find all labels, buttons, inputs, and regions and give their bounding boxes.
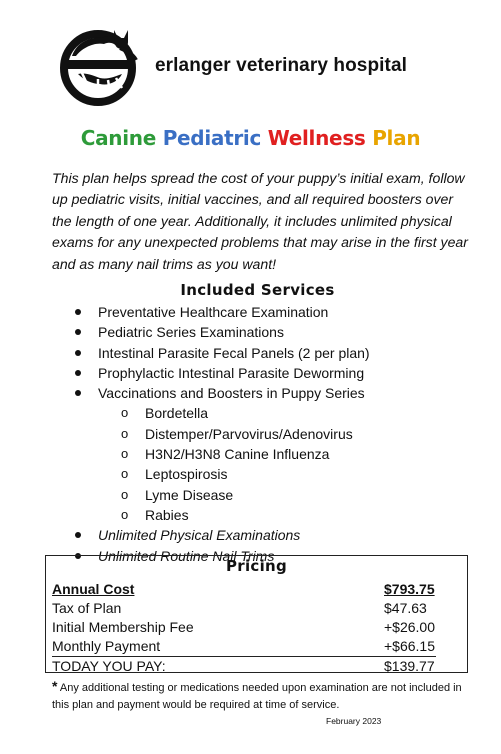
price-amount: $139.77: [384, 658, 435, 674]
hospital-logo-icon: [58, 26, 138, 106]
sub-list-item: o H3N2/H3N8 Canine Influenza: [98, 444, 466, 464]
sub-list-item: o Distemper/Parvovirus/Adenovirus: [98, 424, 466, 444]
table-row: [52, 580, 436, 599]
list-item: Pediatric Series Examinations: [46, 322, 466, 342]
list-item: Prophylactic Intestinal Parasite Deworming: [46, 363, 466, 383]
services-heading: Included Services: [180, 281, 335, 299]
sub-list-item: o Leptospirosis: [98, 464, 466, 484]
price-label: Tax of Plan: [52, 600, 122, 616]
list-item-label: Vaccinations and Boosters in Puppy Series: [98, 385, 365, 402]
price-label: Monthly Payment: [52, 637, 384, 657]
title-word: Plan: [372, 126, 421, 150]
asterisk: *: [52, 678, 58, 694]
vaccine-sublist: [98, 403, 466, 525]
price-amount: $793.75: [384, 581, 435, 597]
pricing-box: [45, 555, 468, 673]
title-word: Wellness: [267, 126, 366, 150]
price-amount: $47.63: [384, 600, 427, 616]
title-word: Pediatric: [162, 126, 262, 150]
title-word: Canine: [80, 126, 157, 150]
intro-paragraph: This plan helps spread the cost of your puppy’s initial exam, follow up pediatric visits, initial vaccines, and all required boosters over the length of one year. Additionally, it includes unlimited physical exams for any unexpected problems that may arise in the first year and as many nail trims as you want!: [52, 170, 468, 272]
header: [58, 26, 478, 106]
document-date: February 2023: [326, 716, 382, 726]
sub-list-item: o Lyme Disease: [98, 485, 466, 505]
sub-list-item: o Bordetella: [98, 403, 466, 423]
list-item: Intestinal Parasite Fecal Panels (2 per plan): [46, 343, 466, 363]
sub-list-item: o Rabies: [98, 505, 466, 525]
plan-title: [0, 126, 501, 150]
table-row: [52, 599, 436, 618]
list-item: Preventative Healthcare Examination: [46, 302, 466, 322]
price-amount: +$66.15: [384, 637, 436, 657]
price-label: TODAY YOU PAY:: [52, 658, 166, 674]
pricing-table: [52, 580, 436, 676]
table-row: [52, 637, 436, 657]
price-amount: +$26.00: [384, 619, 435, 635]
list-item: Unlimited Routine Nail Trims: [46, 546, 466, 566]
hospital-name: erlanger veterinary hospital: [155, 55, 408, 76]
list-item: Unlimited Physical Examinations: [46, 525, 466, 545]
table-row: [52, 618, 436, 637]
price-label: Annual Cost: [52, 581, 135, 597]
disclaimer-text: Any additional testing or medications needed upon examination are not included in this plan and payment would be required at time of service.: [52, 682, 462, 711]
price-label: Initial Membership Fee: [52, 619, 194, 635]
pricing-heading: Pricing: [225, 557, 288, 575]
list-item: [46, 383, 466, 525]
disclaimer: [52, 678, 472, 714]
table-row: [52, 657, 436, 677]
services-list: [46, 302, 466, 566]
